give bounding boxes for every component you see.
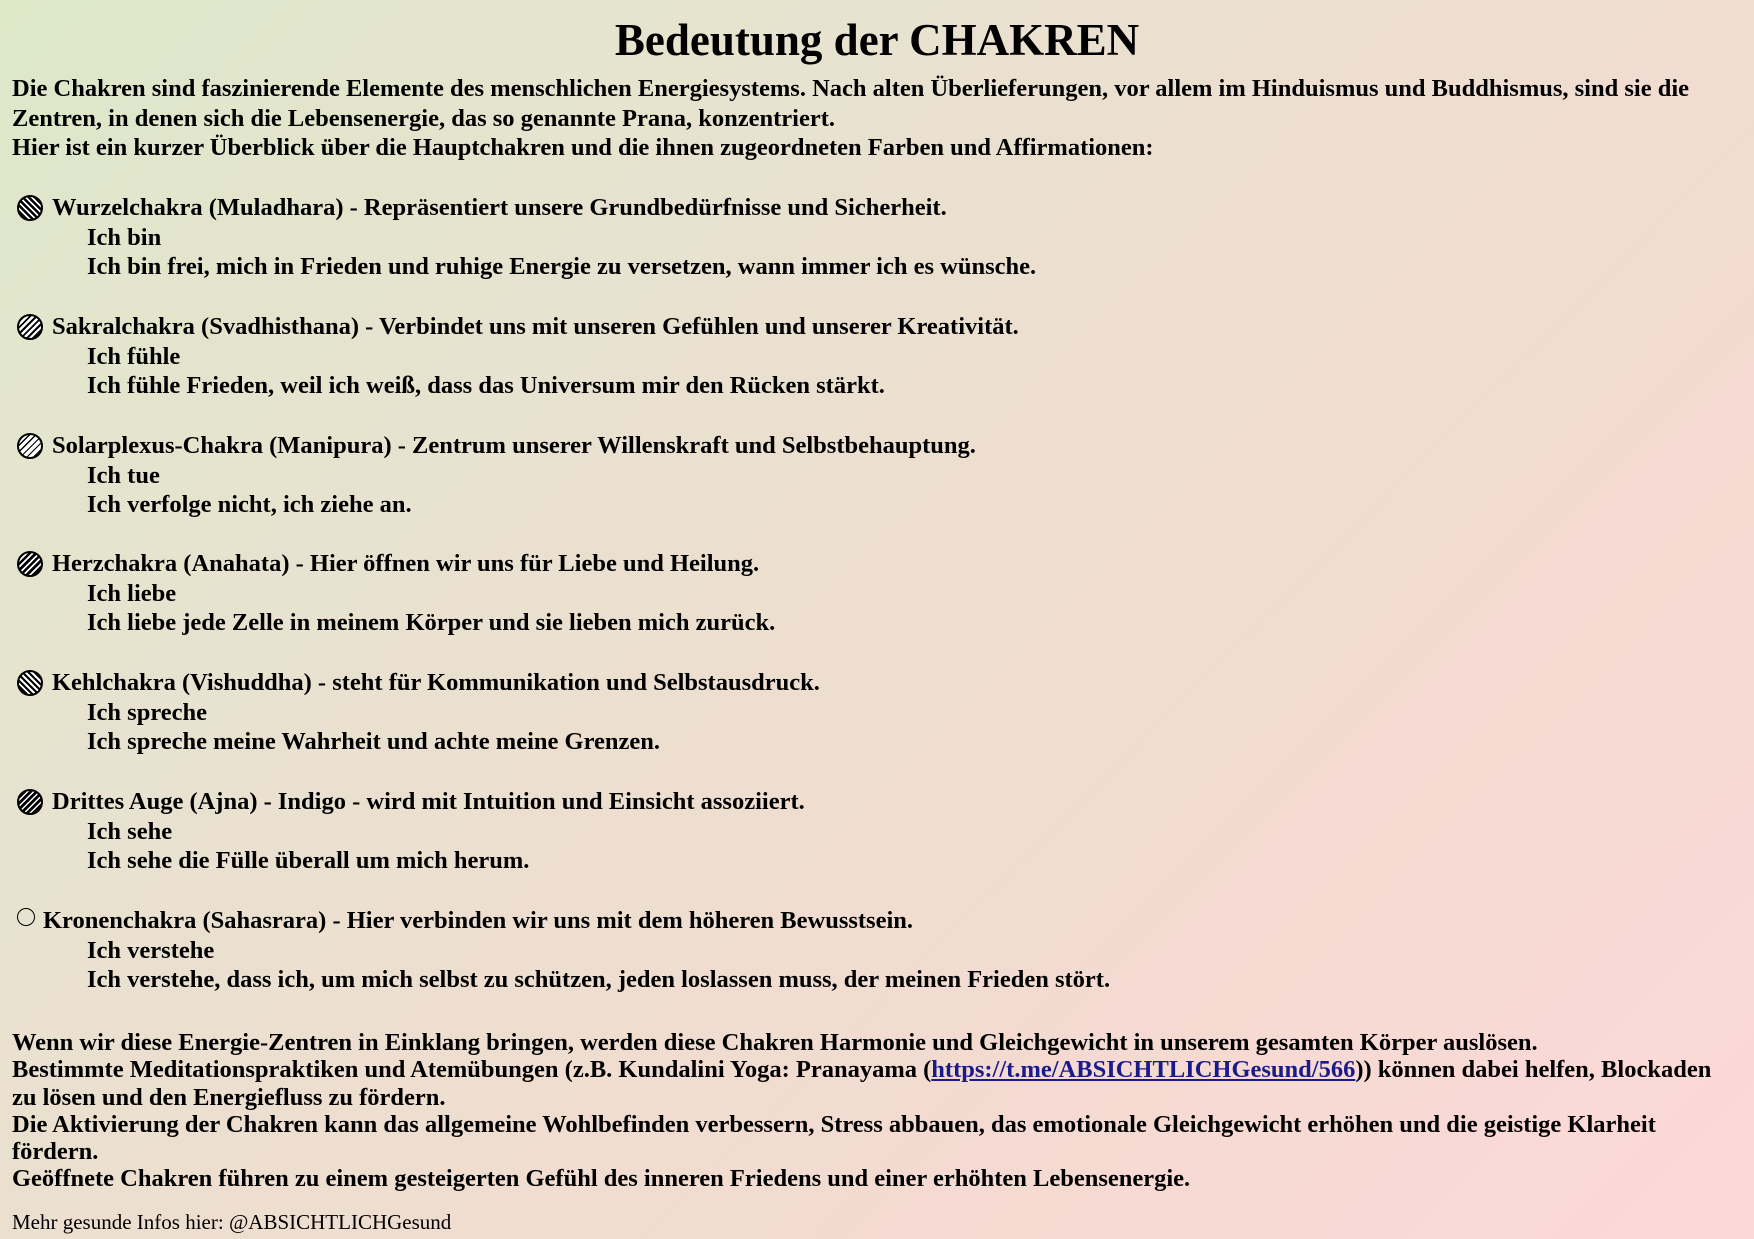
chakra-title: Sakralchakra (Svadhisthana) - Verbindet uns mit unseren Gefühlen und unserer Kreativität. [52,313,1019,340]
chakra-title: Solarplexus-Chakra (Manipura) - Zentrum unserer Willenskraft und Selbstbehauptung. [52,432,976,459]
chakra-item-sacral [12,312,1019,401]
chakra-short-affirmation: Ich spreche [87,698,207,726]
chakra-affirmation: Ich fühle Frieden, weil ich weiß, dass das Universum mir den Rücken stärkt. [87,372,885,400]
chakra-item-root [12,193,1036,282]
chakra-title: Kehlchakra (Vishuddha) - steht für Kommunikation und Selbstausdruck. [52,669,820,696]
chakra-short-affirmation: Ich liebe [87,579,177,607]
closing-text-before-link: Bestimmte Meditationspraktiken und Atemübungen (z.B. Kundalini Yoga: Pranayama ( [12,1056,932,1084]
hatched-circle-icon [17,195,43,221]
closing-text-after-link: )) können dabei helfen, Blockaden zu lösen und den Energiefluss zu fördern. [12,1056,1712,1111]
chakra-short-affirmation: Ich sehe [87,817,173,845]
chakra-item-crown [12,906,1110,995]
chakra-item-throat [12,668,820,757]
chakra-affirmation: Ich verfolge nicht, ich ziehe an. [87,491,412,519]
chakra-short-affirmation: Ich fühle [87,342,181,370]
telegram-link[interactable]: https://t.me/ABSICHTLICHGesund/566 [931,1056,1356,1084]
chakra-short-affirmation: Ich verstehe [87,936,215,964]
chakra-item-solar-plexus [12,431,976,520]
chakra-affirmation: Ich bin frei, mich in Frieden und ruhige Energie zu versetzen, wann immer ich es wünsche. [87,253,1037,281]
hatched-circle-icon [17,433,43,459]
chakra-affirmation: Ich spreche meine Wahrheit und achte meine Grenzen. [87,728,660,756]
chakra-affirmation: Ich verstehe, dass ich, um mich selbst zu schützen, jeden loslassen muss, der meinen Frieden stört. [87,966,1111,994]
chakra-affirmation: Ich liebe jede Zelle in meinem Körper und sie lieben mich zurück. [87,609,776,637]
hatched-circle-icon [17,670,43,696]
page-title: Bedeutung der CHAKREN [614,15,1140,65]
chakra-title: Herzchakra (Anahata) - Hier öffnen wir uns für Liebe und Heilung. [52,550,760,577]
footer-text: Mehr gesunde Infos hier: @ABSICHTLICHGesund [12,1210,452,1234]
intro-overview-line: Hier ist ein kurzer Überblick über die Hauptchakren und die ihnen zugeordneten Farben und Affirmationen: [12,134,1154,162]
chakra-title: Kronenchakra (Sahasrara) - Hier verbinden wir uns mit dem höheren Bewusstsein. [43,907,914,934]
hatched-circle-icon [17,314,43,340]
chakra-affirmation: Ich sehe die Fülle überall um mich herum. [87,847,530,875]
chakra-title: Wurzelchakra (Muladhara) - Repräsentiert unsere Grundbedürfnisse und Sicherheit. [52,194,947,221]
chakra-short-affirmation: Ich bin [87,223,162,251]
closing-paragraph: Die Aktivierung der Chakren kann das allgemeine Wohlbefinden verbessern, Stress abbauen, das emotionale Gleichgewicht erhöhen und die geistige Klarheit fördern. [12,1110,1656,1166]
white-circle-icon [17,908,35,926]
intro-text [12,74,1747,163]
closing-paragraph: Geöffnete Chakren führen zu einem gesteigerten Gefühl des inneren Friedens und einer erhöhten Lebensenergie. [12,1165,1191,1193]
chakra-title: Drittes Auge (Ajna) - Indigo - wird mit Intuition und Einsicht assoziiert. [52,788,805,815]
closing-text [12,1029,1737,1193]
closing-paragraph-meditation [12,1056,1737,1111]
chakra-short-affirmation: Ich tue [87,461,160,489]
hatched-circle-icon [17,551,43,577]
chakra-item-third-eye [12,787,805,876]
intro-paragraph: Die Chakren sind faszinierende Elemente des menschlichen Energiesystems. Nach alten Überlieferungen, vor allem im Hinduismus und Buddhismus, sind sie die Zentren, in denen sich die Lebensenergie, das so genannte Prana, konzentriert. [12,75,1690,132]
chakra-item-heart [12,549,775,638]
hatched-circle-icon [17,789,43,815]
closing-paragraph: Wenn wir diese Energie-Zentren in Einklang bringen, werden diese Chakren Harmonie und Gleichgewicht in unserem gesamten Körper auslösen. [12,1029,1538,1056]
